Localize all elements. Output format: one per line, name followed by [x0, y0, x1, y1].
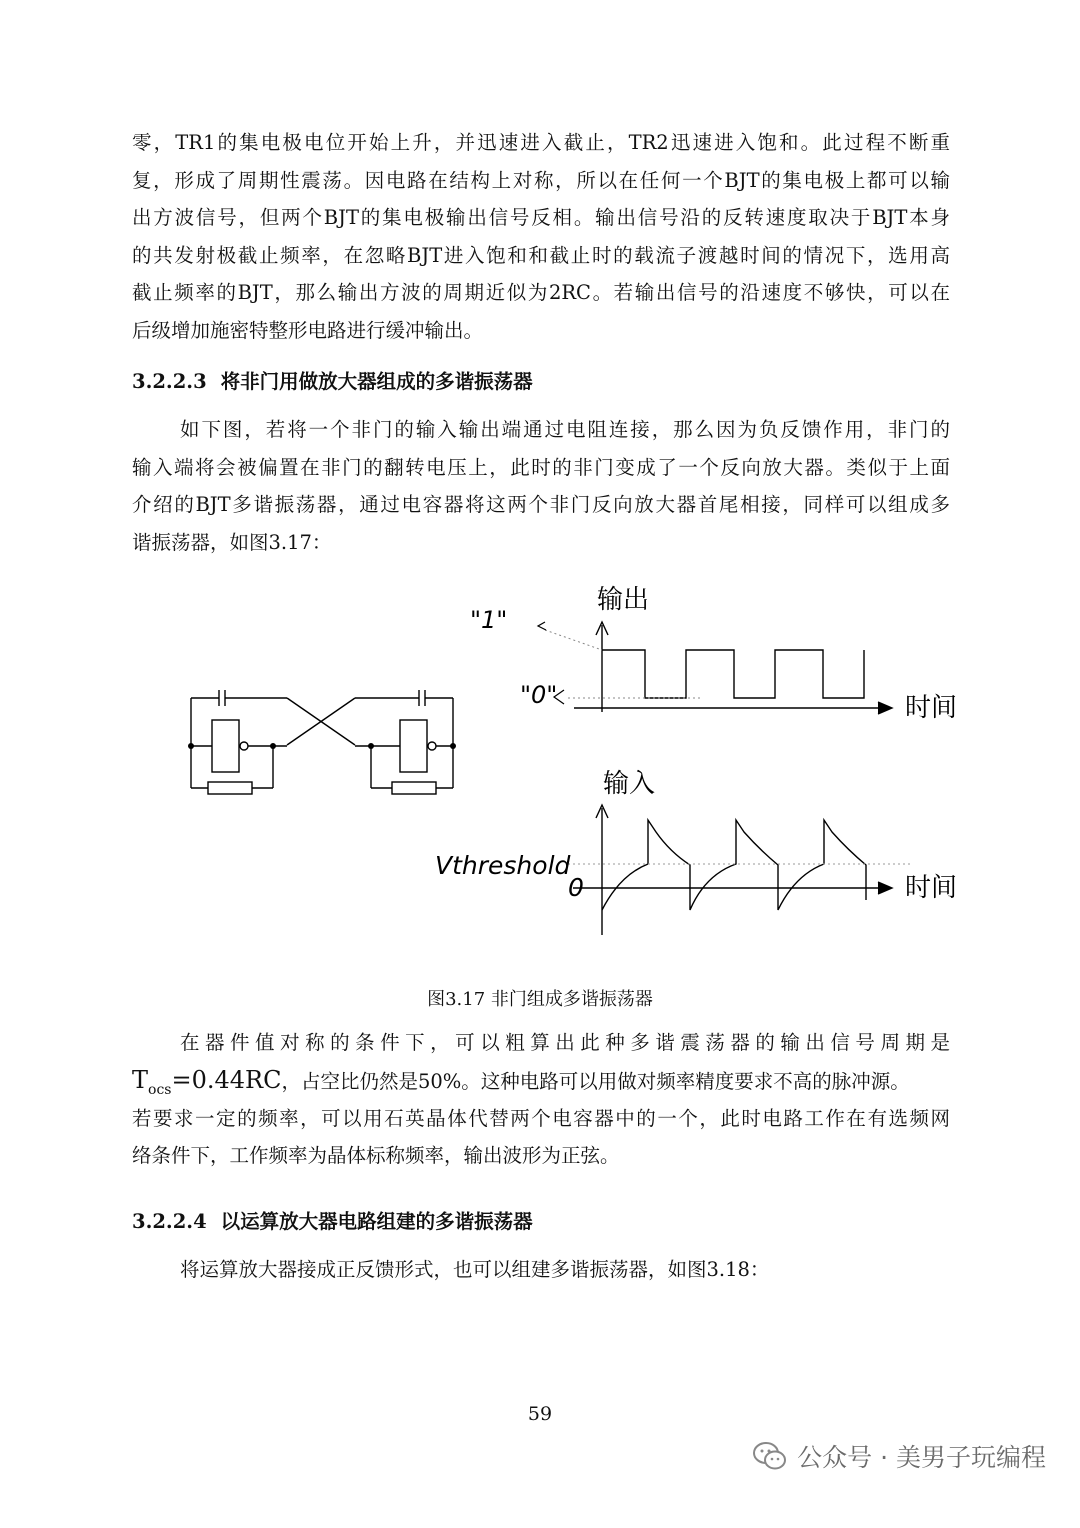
vthreshold-label: Vthreshold	[435, 851, 571, 880]
section-title: 将非门用做放大器组成的多谐振荡器	[220, 370, 533, 393]
section-title: 以运算放大器电路组建的多谐振荡器	[220, 1210, 533, 1233]
input-label: 输入	[603, 769, 656, 799]
text-line: 在器件值对称的条件下，可以粗算出此种多谐震荡器的输出信号周期是	[180, 1031, 950, 1054]
watermark-text: 公众号 · 美男子玩编程	[797, 1443, 1046, 1472]
formula-line	[132, 1062, 950, 1100]
formula-value: =0.44RC	[171, 1065, 282, 1094]
paragraph-1	[132, 124, 950, 349]
text-line: 络条件下，工作频率为晶体标称频率，输出波形为正弦。	[132, 1144, 620, 1167]
text-line: 将运算放大器接成正反馈形式，也可以组建多谐振荡器，如图3.18：	[180, 1258, 770, 1281]
watermark	[753, 1438, 1046, 1474]
formula-subscript: ocs	[148, 1081, 172, 1098]
wechat-icon	[753, 1441, 787, 1471]
text-line: 的共发射极截止频率，在忽略BJT进入饱和和截止时的载流子渡越时间的情况下，选用高	[132, 243, 950, 267]
text-line: 若要求一定的频率，可以用石英晶体代替两个电容器中的一个，此时电路工作在有选频网	[132, 1106, 950, 1130]
formula-symbol: T	[132, 1065, 149, 1094]
figure-caption: 图3.17 非门组成多谐振荡器	[427, 989, 653, 1010]
section-heading-3-2-2-3	[132, 366, 533, 394]
text-line: 谐振荡器，如图3.17：	[132, 530, 332, 554]
paragraph-4	[132, 1251, 950, 1289]
time-label-output: 时间	[905, 693, 958, 723]
text-line: ，占空比仍然是50%。这种电路可以用做对频率精度要求不高的脉冲源。	[281, 1069, 910, 1093]
period-formula	[132, 1065, 282, 1098]
logic-one-label: "1"	[470, 606, 508, 634]
section-number: 3.2.2.3	[132, 370, 207, 393]
figure-3-17	[0, 570, 1080, 970]
paragraph-2	[132, 411, 950, 561]
page-number: 59	[527, 1403, 553, 1425]
text-line: 复，形成了周期性震荡。因电路在结构上对称，所以在任何一个BJT的集电极上都可以输	[132, 168, 950, 192]
text-line: 后级增加施密特整形电路进行缓冲输出。	[132, 318, 484, 342]
text-line: 输入端将会被偏置在非门的翻转电压上，此时的非门变成了一个反向放大器。类似于上面	[132, 455, 950, 479]
text-line: 出方波信号，但两个BJT的集电极输出信号反相。输出信号沿的反转速度取决于BJT本身	[132, 206, 950, 229]
zero-axis-label: 0	[568, 873, 584, 902]
section-number: 3.2.2.4	[132, 1210, 207, 1233]
logic-zero-label: "0"	[520, 681, 558, 709]
time-label-input: 时间	[905, 873, 958, 903]
text-line: 截止频率的BJT，那么输出方波的周期近似为2RC。若输出信号的沿速度不够快，可以在	[132, 281, 950, 304]
text-line: 零，TR1的集电极电位开始上升，并迅速进入截止，TR2迅速进入饱和。此过程不断重	[132, 131, 950, 154]
output-label: 输出	[597, 585, 650, 615]
text-line: 介绍的BJT多谐振荡器，通过电容器将这两个非门反向放大器首尾相接，同样可以组成多	[132, 493, 950, 516]
section-heading-3-2-2-4	[132, 1206, 533, 1234]
paragraph-3	[132, 1024, 950, 1175]
text-line: 如下图，若将一个非门的输入输出端通过电阻连接，那么因为负反馈作用，非门的	[180, 418, 950, 441]
